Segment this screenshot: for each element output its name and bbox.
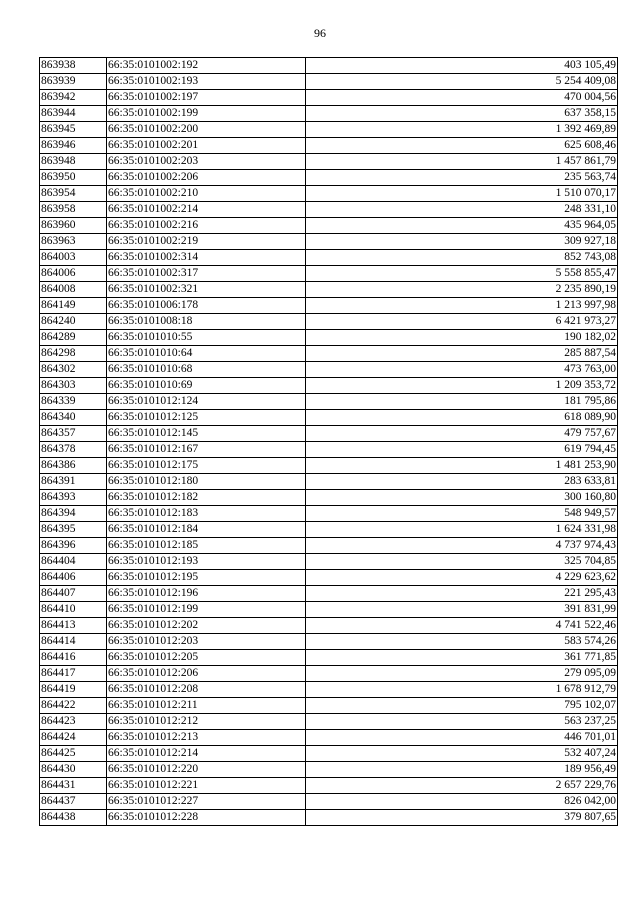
table-row [40, 362, 618, 378]
record-number-cell: 864437 [40, 794, 107, 810]
cadastral-value-cell: 473 763,00 [306, 362, 618, 378]
cadastral-number-cell: 66:35:0101002:216 [107, 218, 306, 234]
cadastral-value-cell: 248 331,10 [306, 202, 618, 218]
cadastral-value-cell: 618 089,90 [306, 410, 618, 426]
table-row [40, 298, 618, 314]
cadastral-number-cell: 66:35:0101002:200 [107, 122, 306, 138]
cadastral-number-cell: 66:35:0101012:184 [107, 522, 306, 538]
cadastral-value-cell: 6 421 973,27 [306, 314, 618, 330]
cadastral-number-cell: 66:35:0101012:214 [107, 746, 306, 762]
cadastral-number-cell: 66:35:0101012:213 [107, 730, 306, 746]
cadastral-number-cell: 66:35:0101012:125 [107, 410, 306, 426]
record-number-cell: 863950 [40, 170, 107, 186]
record-number-cell: 863944 [40, 106, 107, 122]
record-number-cell: 863948 [40, 154, 107, 170]
record-number-cell: 863942 [40, 90, 107, 106]
cadastral-number-cell: 66:35:0101002:199 [107, 106, 306, 122]
cadastral-number-cell: 66:35:0101012:199 [107, 602, 306, 618]
cadastral-number-cell: 66:35:0101012:203 [107, 634, 306, 650]
cadastral-number-cell: 66:35:0101010:68 [107, 362, 306, 378]
cadastral-value-cell: 852 743,08 [306, 250, 618, 266]
cadastral-number-cell: 66:35:0101002:206 [107, 170, 306, 186]
record-number-cell: 864419 [40, 682, 107, 698]
record-number-cell: 863963 [40, 234, 107, 250]
table-row [40, 794, 618, 810]
table-row [40, 650, 618, 666]
cadastral-value-cell: 391 831,99 [306, 602, 618, 618]
record-number-cell: 864393 [40, 490, 107, 506]
cadastral-number-cell: 66:35:0101010:64 [107, 346, 306, 362]
cadastral-value-cell: 361 771,85 [306, 650, 618, 666]
registry-table [39, 57, 618, 826]
record-number-cell: 864340 [40, 410, 107, 426]
cadastral-number-cell: 66:35:0101006:178 [107, 298, 306, 314]
table-row [40, 314, 618, 330]
cadastral-number-cell: 66:35:0101012:175 [107, 458, 306, 474]
cadastral-value-cell: 619 794,45 [306, 442, 618, 458]
table-row [40, 698, 618, 714]
cadastral-value-cell: 446 701,01 [306, 730, 618, 746]
record-number-cell: 864422 [40, 698, 107, 714]
cadastral-number-cell: 66:35:0101002:203 [107, 154, 306, 170]
table-row [40, 570, 618, 586]
table-row [40, 394, 618, 410]
record-number-cell: 864298 [40, 346, 107, 362]
table-row [40, 538, 618, 554]
table-row [40, 106, 618, 122]
cadastral-number-cell: 66:35:0101012:180 [107, 474, 306, 490]
record-number-cell: 864378 [40, 442, 107, 458]
cadastral-number-cell: 66:35:0101012:221 [107, 778, 306, 794]
record-number-cell: 864008 [40, 282, 107, 298]
record-number-cell: 864414 [40, 634, 107, 650]
cadastral-value-cell: 1 624 331,98 [306, 522, 618, 538]
record-number-cell: 864357 [40, 426, 107, 442]
cadastral-number-cell: 66:35:0101002:219 [107, 234, 306, 250]
table-row [40, 762, 618, 778]
cadastral-value-cell: 1 213 997,98 [306, 298, 618, 314]
cadastral-number-cell: 66:35:0101012:183 [107, 506, 306, 522]
record-number-cell: 864394 [40, 506, 107, 522]
cadastral-number-cell: 66:35:0101002:197 [107, 90, 306, 106]
record-number-cell: 863946 [40, 138, 107, 154]
cadastral-value-cell: 4 741 522,46 [306, 618, 618, 634]
cadastral-value-cell: 583 574,26 [306, 634, 618, 650]
cadastral-number-cell: 66:35:0101012:205 [107, 650, 306, 666]
table-row [40, 250, 618, 266]
table-row [40, 522, 618, 538]
table-row [40, 442, 618, 458]
cadastral-value-cell: 826 042,00 [306, 794, 618, 810]
record-number-cell: 864302 [40, 362, 107, 378]
record-number-cell: 864395 [40, 522, 107, 538]
cadastral-number-cell: 66:35:0101002:210 [107, 186, 306, 202]
table-row [40, 186, 618, 202]
table-row [40, 282, 618, 298]
record-number-cell: 864404 [40, 554, 107, 570]
cadastral-number-cell: 66:35:0101012:202 [107, 618, 306, 634]
table-row [40, 170, 618, 186]
record-number-cell: 864430 [40, 762, 107, 778]
cadastral-value-cell: 1 209 353,72 [306, 378, 618, 394]
table-row [40, 682, 618, 698]
cadastral-value-cell: 181 795,86 [306, 394, 618, 410]
table-row [40, 74, 618, 90]
cadastral-number-cell: 66:35:0101002:317 [107, 266, 306, 282]
cadastral-number-cell: 66:35:0101002:193 [107, 74, 306, 90]
table-row [40, 458, 618, 474]
cadastral-value-cell: 1 510 070,17 [306, 186, 618, 202]
cadastral-number-cell: 66:35:0101012:185 [107, 538, 306, 554]
cadastral-number-cell: 66:35:0101012:227 [107, 794, 306, 810]
record-number-cell: 864417 [40, 666, 107, 682]
table-row [40, 714, 618, 730]
table-row [40, 154, 618, 170]
table-row [40, 474, 618, 490]
record-number-cell: 864406 [40, 570, 107, 586]
cadastral-number-cell: 66:35:0101012:182 [107, 490, 306, 506]
cadastral-value-cell: 1 392 469,89 [306, 122, 618, 138]
cadastral-value-cell: 309 927,18 [306, 234, 618, 250]
record-number-cell: 864386 [40, 458, 107, 474]
table-row [40, 634, 618, 650]
table-row [40, 330, 618, 346]
cadastral-value-cell: 379 807,65 [306, 810, 618, 826]
cadastral-number-cell: 66:35:0101012:220 [107, 762, 306, 778]
cadastral-value-cell: 4 737 974,43 [306, 538, 618, 554]
table-row [40, 554, 618, 570]
cadastral-number-cell: 66:35:0101012:208 [107, 682, 306, 698]
registry-table-body [40, 58, 618, 826]
record-number-cell: 864413 [40, 618, 107, 634]
record-number-cell: 864391 [40, 474, 107, 490]
cadastral-value-cell: 190 182,02 [306, 330, 618, 346]
record-number-cell: 864006 [40, 266, 107, 282]
cadastral-value-cell: 221 295,43 [306, 586, 618, 602]
page-number: 96 [314, 26, 326, 40]
table-row [40, 410, 618, 426]
cadastral-value-cell: 548 949,57 [306, 506, 618, 522]
record-number-cell: 864003 [40, 250, 107, 266]
cadastral-number-cell: 66:35:0101010:69 [107, 378, 306, 394]
cadastral-number-cell: 66:35:0101012:211 [107, 698, 306, 714]
cadastral-number-cell: 66:35:0101002:314 [107, 250, 306, 266]
table-row [40, 58, 618, 74]
record-number-cell: 864289 [40, 330, 107, 346]
cadastral-value-cell: 1 457 861,79 [306, 154, 618, 170]
cadastral-value-cell: 279 095,09 [306, 666, 618, 682]
table-row [40, 266, 618, 282]
cadastral-value-cell: 532 407,24 [306, 746, 618, 762]
cadastral-value-cell: 403 105,49 [306, 58, 618, 74]
cadastral-value-cell: 4 229 623,62 [306, 570, 618, 586]
record-number-cell: 864240 [40, 314, 107, 330]
table-row [40, 426, 618, 442]
table-row [40, 602, 618, 618]
record-number-cell: 864424 [40, 730, 107, 746]
cadastral-value-cell: 189 956,49 [306, 762, 618, 778]
table-row [40, 778, 618, 794]
cadastral-number-cell: 66:35:0101012:206 [107, 666, 306, 682]
record-number-cell: 864423 [40, 714, 107, 730]
cadastral-value-cell: 637 358,15 [306, 106, 618, 122]
table-row [40, 218, 618, 234]
cadastral-value-cell: 2 657 229,76 [306, 778, 618, 794]
cadastral-number-cell: 66:35:0101012:193 [107, 554, 306, 570]
cadastral-number-cell: 66:35:0101002:321 [107, 282, 306, 298]
record-number-cell: 863945 [40, 122, 107, 138]
table-row [40, 666, 618, 682]
cadastral-value-cell: 625 608,46 [306, 138, 618, 154]
cadastral-value-cell: 795 102,07 [306, 698, 618, 714]
table-row [40, 346, 618, 362]
cadastral-value-cell: 470 004,56 [306, 90, 618, 106]
cadastral-number-cell: 66:35:0101002:192 [107, 58, 306, 74]
cadastral-value-cell: 300 160,80 [306, 490, 618, 506]
table-row [40, 122, 618, 138]
record-number-cell: 864149 [40, 298, 107, 314]
cadastral-value-cell: 5 254 409,08 [306, 74, 618, 90]
cadastral-value-cell: 1 678 912,79 [306, 682, 618, 698]
table-row [40, 90, 618, 106]
record-number-cell: 864396 [40, 538, 107, 554]
cadastral-number-cell: 66:35:0101012:212 [107, 714, 306, 730]
table-row [40, 234, 618, 250]
cadastral-value-cell: 479 757,67 [306, 426, 618, 442]
cadastral-value-cell: 325 704,85 [306, 554, 618, 570]
cadastral-value-cell: 5 558 855,47 [306, 266, 618, 282]
cadastral-number-cell: 66:35:0101002:214 [107, 202, 306, 218]
table-row [40, 490, 618, 506]
cadastral-value-cell: 435 964,05 [306, 218, 618, 234]
cadastral-number-cell: 66:35:0101012:124 [107, 394, 306, 410]
cadastral-value-cell: 563 237,25 [306, 714, 618, 730]
cadastral-value-cell: 285 887,54 [306, 346, 618, 362]
cadastral-number-cell: 66:35:0101012:167 [107, 442, 306, 458]
table-row [40, 378, 618, 394]
table-row [40, 586, 618, 602]
record-number-cell: 864407 [40, 586, 107, 602]
cadastral-number-cell: 66:35:0101012:228 [107, 810, 306, 826]
table-row [40, 746, 618, 762]
record-number-cell: 864431 [40, 778, 107, 794]
cadastral-number-cell: 66:35:0101012:145 [107, 426, 306, 442]
cadastral-number-cell: 66:35:0101008:18 [107, 314, 306, 330]
cadastral-number-cell: 66:35:0101002:201 [107, 138, 306, 154]
record-number-cell: 863939 [40, 74, 107, 90]
table-row [40, 138, 618, 154]
record-number-cell: 864416 [40, 650, 107, 666]
table-row [40, 506, 618, 522]
cadastral-number-cell: 66:35:0101010:55 [107, 330, 306, 346]
record-number-cell: 864438 [40, 810, 107, 826]
table-row [40, 618, 618, 634]
cadastral-value-cell: 1 481 253,90 [306, 458, 618, 474]
record-number-cell: 863960 [40, 218, 107, 234]
cadastral-value-cell: 235 563,74 [306, 170, 618, 186]
cadastral-value-cell: 2 235 890,19 [306, 282, 618, 298]
record-number-cell: 863954 [40, 186, 107, 202]
record-number-cell: 863938 [40, 58, 107, 74]
table-row [40, 810, 618, 826]
record-number-cell: 864303 [40, 378, 107, 394]
record-number-cell: 863958 [40, 202, 107, 218]
cadastral-value-cell: 283 633,81 [306, 474, 618, 490]
table-row [40, 730, 618, 746]
record-number-cell: 864425 [40, 746, 107, 762]
record-number-cell: 864339 [40, 394, 107, 410]
record-number-cell: 864410 [40, 602, 107, 618]
cadastral-number-cell: 66:35:0101012:196 [107, 586, 306, 602]
cadastral-number-cell: 66:35:0101012:195 [107, 570, 306, 586]
table-row [40, 202, 618, 218]
